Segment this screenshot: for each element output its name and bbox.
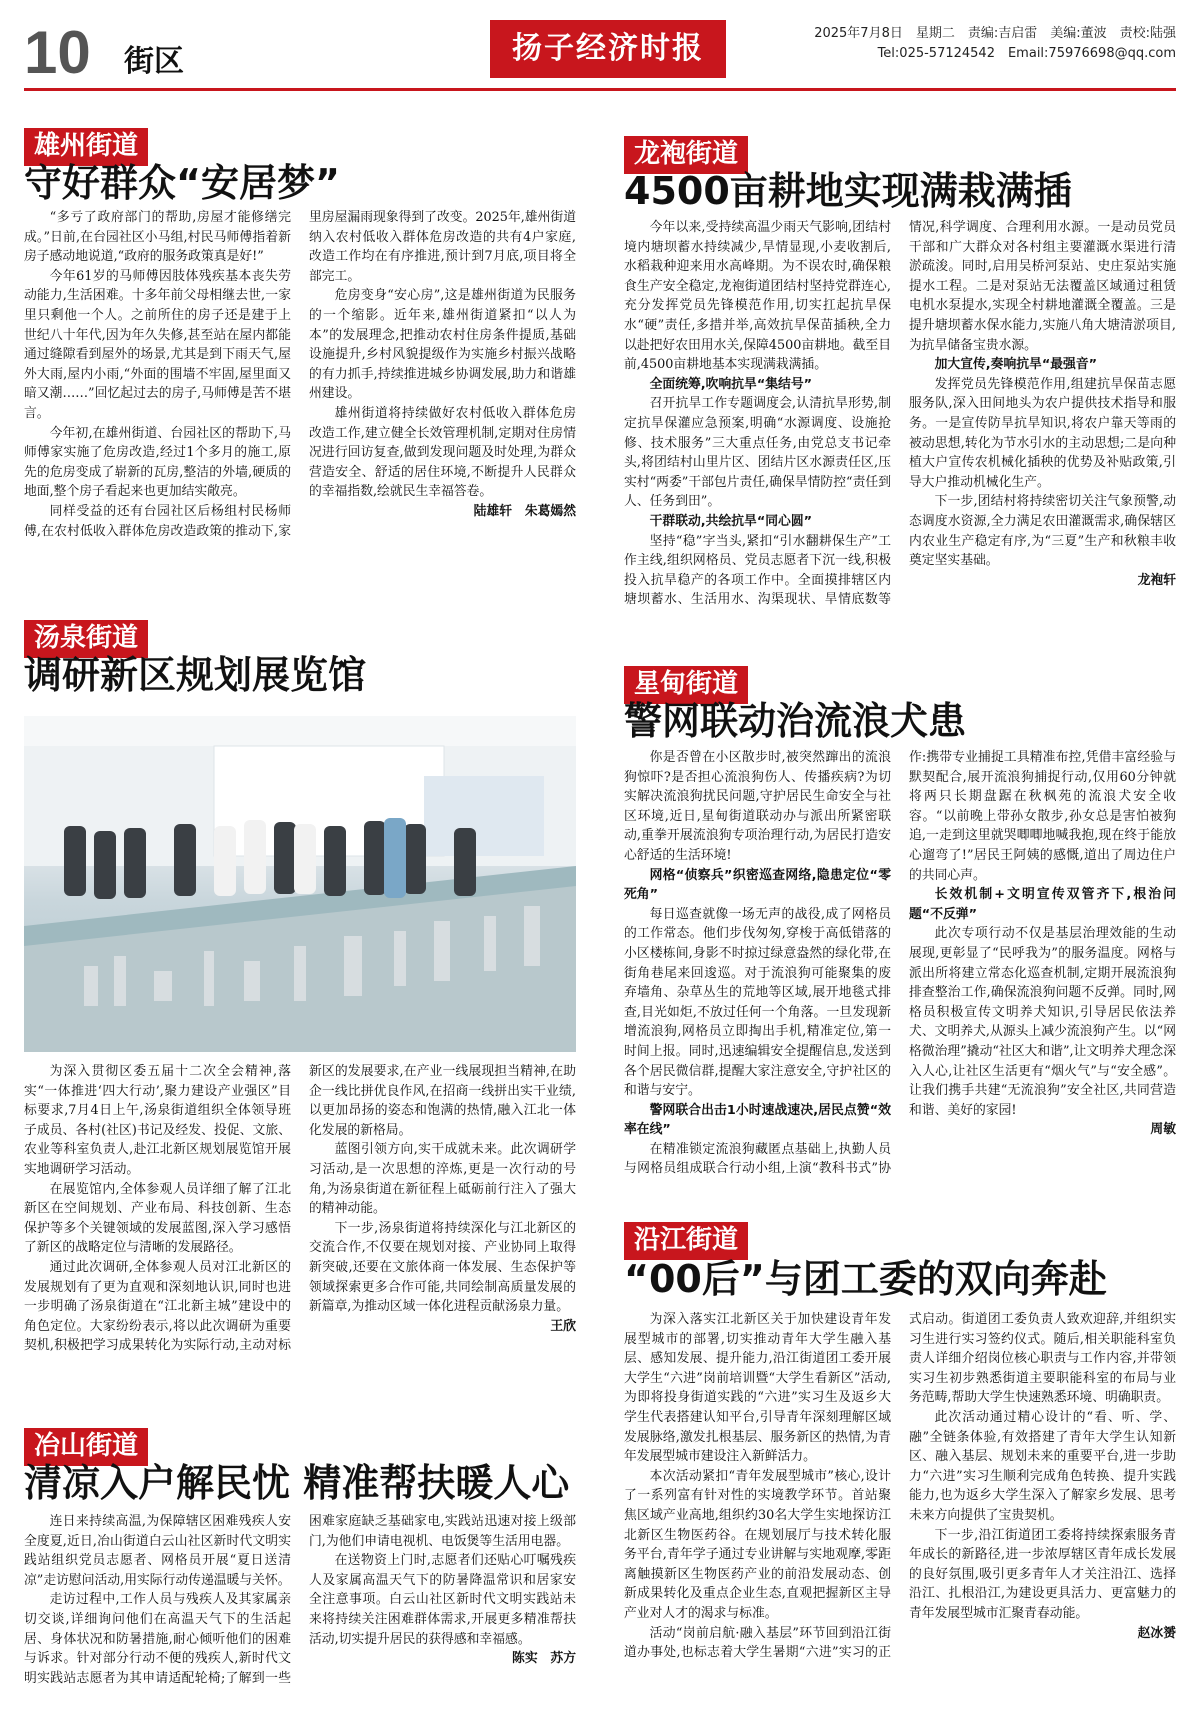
paragraph: 今年初,在雄州街道、台园社区的帮助下,马师傅家实施了危房改造,经过1个多月的施工,原先的危房变成了崭新的瓦房,整洁的外墙,硬质的地面,整个房子看起来也更加结实敞亮。 bbox=[24, 425, 291, 500]
paragraph: 在展览馆内,全体参观人员详细了解了江北新区在空间规划、产业布局、科技创新、生态保护等多个关键领域的发展蓝图,深入学习感悟了新区的战略定位与清晰的发展路径。 bbox=[24, 1181, 291, 1256]
article-body-xiongzhou bbox=[24, 208, 576, 574]
paragraph: 下一步,团结村将持续密切关注气象预警,动态调度水资源,全力满足农田灌溉需求,确保辖区内农业生产稳定有序,为“三夏”生产和秋粮丰收奠定坚实基础。 bbox=[909, 494, 1176, 569]
headline-yanjiang: “00后”与团工委的双向奔赴 bbox=[624, 1257, 1107, 1301]
paragraph: 每日巡查就像一场无声的战役,成了网格员的工作常态。他们步伐匆匆,穿梭于高低错落的小区楼栋间,身影不时掠过绿意盎然的绿化带,在街角巷尾来回逡巡。对于流浪狗可能聚集的废弃墙角、杂草丛生的荒地等区域,展开地毯式排查,目光如炬,不放过任何一个角落。一旦发现新增流浪狗,网格员立即掏出手机,精准定位,第一时间上报。同时,迅速编辑安全提醒信息,发送到各个居民微信群,提醒大家注意安全,守护社区的和谐与安宁。 bbox=[624, 906, 891, 1099]
paragraph: 今年以来,受持续高温少雨天气影响,团结村境内塘坝蓄水持续减少,旱情显现,小麦收割后,水稻栽种迎来用水高峰期。为不误农时,确保粮食生产安全稳定,龙袍街道团结村坚持党群连心,充分发挥党员先锋模范作用,切实扛起抗旱保水“硬”责任,多措并举,高效抗旱保苗插秧,全力以赴把好农田用水关,保障4500亩耕地。截至目前,4500亩耕地基本实现满栽满插。 bbox=[624, 220, 891, 373]
paragraph: 蓝图引领方向,实干成就未来。此次调研学习活动,是一次思想的淬炼,更是一次行动的号角,为汤泉街道在新征程上砥砺前行注入了强大的精神动能。 bbox=[309, 1142, 576, 1217]
paragraph: 在送物资上门时,志愿者们还贴心叮嘱残疾人及家属高温天气下的防暑降温常识和居家安全注意事项。白云山社区新时代文明实践站未来将持续关注困难群体需求,开展更多精准帮扶活动,切实提升居民的获得感和幸福感。 bbox=[309, 1553, 576, 1647]
sub-heading: 全面统筹,吹响抗旱“集结号” bbox=[649, 376, 813, 392]
paragraph: 今年61岁的马师傅因肢体残疾基本丧失劳动能力,生活困难。十多年前父母相继去世,一家里只剩他一个人。之前所住的房子还是建于上世纪八十年代,因为年久失修,甚至站在屋内都能通过缝隙看到屋外的场景,尤其是到下雨天气,屋外大雨,屋内小雨,“外面的围墙不牢固,屋里面又暗又潮……”回忆起过去的房子,马师傅是苦不堪言。 bbox=[24, 268, 291, 421]
paragraph: 活动“岗前启航·融入基层”环节回到沿江街道办事处,也标志着大学生暑期“六进”实习的正式启动。街道团工委负责人致欢迎辞,并组织实习生进行实习签约仪式。随后,相关职能科室负责人详细介绍岗位核心职责与工作内容,并带领实习生初步熟悉街道主要职能科室的布局与业务范畴,帮助大学生快速熟悉环境、明确职责。 bbox=[624, 1312, 1176, 1661]
paragraph: 坚持“稳”字当头,紧扣“引水翻耕保生产”工作主线,组织网格员、党员志愿者下沉一线,积极投入抗旱稳产的各项工作中。全面摸排辖区内塘坝蓄水、生活用水、沟渠现状、旱情底数等情况,科学调度、合理利用水源。一是动员党员干部和广大群众对各村组主要灌溉水渠进行清淤疏浚。同时,启用吴桥河泵站、史庄泵站实施提水工程。二是对泵站无法覆盖区域通过租赁电机水泵提水,实现全村耕地灌溉全覆盖。三是提升塘坝蓄水保水能力,实施八角大塘清淤项目,为抗旱储备宝贵水源。 bbox=[624, 220, 1176, 608]
article-body-tangquan bbox=[24, 1062, 576, 1398]
paragraph: 你是否曾在小区散步时,被突然蹿出的流浪狗惊吓?是否担心流浪狗伤人、传播疾病?为切实解决流浪狗扰民问题,守护居民生命安全与社区环境,近日,星甸街道联动办与派出所紧密联动,重拳开展流浪狗专项治理行动,为居民打造安心舒适的生活环境! bbox=[624, 750, 891, 863]
paragraph: 连日来持续高温,为保障辖区困难残疾人安全度夏,近日,冶山街道白云山社区新时代文明实践站组织党员志愿者、网格员开展“夏日送清凉”走访慰问活动,用实际行动传递温暖与关怀。 bbox=[24, 1514, 291, 1588]
headline-tangquan: 调研新区规划展览馆 bbox=[24, 653, 367, 697]
article-tag-xiongzhou: 雄州街道 bbox=[24, 128, 148, 166]
article-body-yanjiang bbox=[624, 1310, 1176, 1716]
article-body-xingdian bbox=[624, 748, 1176, 1200]
byline: 陈实 苏方 bbox=[512, 1651, 576, 1667]
paragraph: 下一步,沿江街道团工委将持续探索服务青年成长的新路径,进一步浓厚辖区青年成长发展的良好氛围,吸引更多青年人才关注沿江、选择沿江、扎根沿江,为建设更具活力、更富魅力的青年发展型城市汇聚青春动能。 bbox=[909, 1527, 1176, 1621]
byline: 王欣 bbox=[550, 1318, 576, 1334]
headline-xiongzhou: 守好群众“安居梦” bbox=[24, 161, 340, 205]
article-photo-tangquan bbox=[24, 716, 576, 1052]
sub-heading: 网格“侦察兵”织密巡查网络,隐患定位“零死角” bbox=[624, 867, 891, 903]
masthead-meta bbox=[814, 24, 1176, 64]
page-header bbox=[24, 20, 1176, 91]
article-body-longpao bbox=[624, 218, 1176, 644]
paragraph: 同样受益的还有台园社区后杨组村民杨师傅,在农村低收入群体危房改造政策的推动下,家里房屋漏雨现象得到了改变。2025年,雄州街道纳入农村低收入群体危房改造的共有4户家庭,改造工作均在有序推进,预计到7月底,项目将全部完工。 bbox=[24, 210, 576, 539]
byline: 周敏 bbox=[1150, 1122, 1176, 1138]
paragraph: 此次专项行动不仅是基层治理效能的生动展现,更彰显了“民呼我为”的服务温度。网格与派出所将建立常态化巡查机制,定期开展流浪狗排查整治工作,确保流浪狗问题不反弹。同时,网格员积极宣传文明养犬知识,引导居民依法养犬、文明养犬,从源头上减少流浪狗产生。以“网格微治理”撬动“社区大和谐”,让文明养犬理念深入人心,让社区生活更有“烟火气”与“安全感”。让我们携手共建“无流浪狗”安全社区,共同营造和谐、美好的家园! bbox=[909, 926, 1176, 1118]
photo-planning-hall bbox=[24, 716, 576, 1052]
byline: 陆雄轩 朱葛嫣然 bbox=[473, 503, 576, 519]
sub-heading: 长效机制+文明宣传双管齐下,根治问题“不反弹” bbox=[909, 887, 1176, 922]
paragraph: 发挥党员先锋模范作用,组建抗旱保苗志愿服务队,深入田间地头为农户提供技术指导和服务。一是宣传防旱抗旱知识,将农户靠天等雨的被动思想,转化为节水引水的主动思想;二是向种植大户宣传农机械化插秧的优势及补贴政策,引导大户推动机械化生产。 bbox=[909, 376, 1176, 490]
meta-contact: Tel:025-57124542 Email:75976698@qq.com bbox=[877, 46, 1176, 61]
paragraph: 通过此次调研,全体参观人员对江北新区的发展规划有了更为直观和深刻地认识,同时也进一步明确了汤泉街道在“江北新主城”建设中的角色定位。大家纷纷表示,将以此次调研为重要契机,积极把学习成果转化为实际行动,主动对标新区的发展要求,在产业一线展现担当精神,在助企一线比拼优良作风,在招商一线拼出实干业绩,以更加昂扬的姿态和饱满的热情,融入江北一体化发展的新格局。 bbox=[24, 1064, 576, 1354]
paragraph: “多亏了政府部门的帮助,房屋才能修缮完成。”日前,在台园社区小马组,村民马师傅指着新房子感动地说道,“政府的服务政策真是好!” bbox=[24, 210, 291, 265]
headline-longpao: 4500亩耕地实现满栽满插 bbox=[624, 169, 1072, 213]
page-number: 10 bbox=[24, 19, 91, 86]
paragraph: 为深入贯彻区委五届十二次全会精神,落实“一体推进‘四大行动’,聚力建设产业强区”目标要求,7月4日上午,汤泉街道组织全体领导班子成员、各村(社区)书记及经发、投促、文旅、农业等科室负责人,赴江北新区规划展览馆开展实地调研学习活动。 bbox=[24, 1064, 291, 1177]
headline-yeshan: 清凉入户解民忧 精准帮扶暖人心 bbox=[24, 1461, 570, 1505]
paragraph: 走访过程中,工作人员与残疾人及其家属亲切交谈,详细询问他们在高温天气下的生活起居、身体状况和防暑措施,耐心倾听他们的困难与诉求。针对部分行动不便的残疾人,新时代文明实践站志愿者为其申请适配轮椅;了解到一些困难家庭缺乏基础家电,实践站迅速对接上级部门,为他们申请电视机、电饭煲等生活用电器。 bbox=[24, 1514, 576, 1686]
paragraph: 此次活动通过精心设计的“看、听、学、融”全链条体验,有效搭建了青年大学生认知新区、融入基层、规划未来的重要平台,进一步助力“六进”实习生顺利完成角色转换、提升实践能力,也为返乡大学生深入了解家乡发展、思考未来方向提供了宝贵契机。 bbox=[909, 1409, 1176, 1523]
byline: 龙袍轩 bbox=[1137, 572, 1176, 588]
paragraph: 在精准锁定流浪狗藏匿点基础上,执勤人员与网格员组成联合行动小组,上演“教科书式”协作:携带专业捕捉工具精准布控,凭借丰富经验与默契配合,展开流浪狗捕捉行动,仅用60分钟就将两只长期盘踞在秋枫苑的流浪犬安全收容。“以前晚上带孙女散步,孙女总是害怕被狗追,一走到这里就哭唧唧地喊我抱,现在终于能放心遛弯了!”居民王阿姨的感慨,道出了周边住户的共同心声。 bbox=[624, 750, 1176, 1177]
paragraph: 下一步,汤泉街道将持续深化与江北新区的交流合作,不仅要在规划对接、产业协同上取得新突破,还要在文旅体商一体发展、生态保护等领域探索更多合作可能,共同绘制高质量发展的新篇章,为推动区域一体化进程贡献汤泉力量。 bbox=[309, 1220, 576, 1315]
paragraph: 本次活动紧扣“青年发展型城市”核心,设计了一系列富有针对性的实境教学环节。首站聚焦区域产业高地,组织约30名大学生实地探访江北新区生物医药谷。在规划展厅与技术转化服务平台,青年学子通过专业讲解与实地观摩,零距离触摸新区生物医药产业的前沿发展动态、创新成果转化及重点企业生态,直观把握新区主导产业对人才的渴求与标准。 bbox=[624, 1468, 891, 1621]
masthead-logo: 扬子经济时报 bbox=[490, 20, 726, 78]
sub-heading: 干群联动,共绘抗旱“同心圆” bbox=[649, 513, 813, 529]
section-title: 街区 bbox=[124, 44, 184, 79]
headline-xingdian: 警网联动治流浪犬患 bbox=[624, 699, 967, 743]
sub-heading: 警网联合出击1小时速战速决,居民点赞“效率在线” bbox=[624, 1102, 891, 1138]
paragraph: 危房变身“安心房”,这是雄州街道为民服务的一个缩影。近年来,雄州街道紧扣“以人为本”的发展理念,把推动农村住房条件提质,基础设施提升,乡村风貌提级作为实施乡村振兴战略的有力抓手,持续推进城乡协调发展,助力和谐雄州建设。 bbox=[309, 288, 576, 402]
paragraph: 召开抗旱工作专题调度会,认清抗旱形势,制定抗旱保灌应急预案,明确“水源调度、设施抢修、技术服务”三大重点任务,由党总支书记牵头,将团结村山里片区、团结片区水源责任区,压实村“两委”干部包片责任,确保旱情防控“责任到人、任务到田”。 bbox=[624, 396, 891, 510]
article-tag-xingdian: 星甸街道 bbox=[624, 666, 748, 704]
meta-date-editors: 2025年7月8日 星期二 责编:吉启雷 美编:董波 责校:陆强 bbox=[814, 26, 1176, 41]
article-body-yeshan bbox=[24, 1512, 576, 1716]
article-tag-yeshan: 冶山街道 bbox=[24, 1428, 148, 1466]
paragraph: 雄州街道将持续做好农村低收入群体危房改造工作,建立健全长效管理机制,定期对住房情况进行回访复查,做到发现问题及时处理,为群众营造安全、舒适的居住环境,不断提升人民群众的幸福指数,绘就民生幸福答卷。 bbox=[309, 405, 576, 500]
article-tag-longpao: 龙袍街道 bbox=[624, 136, 748, 174]
sub-heading: 加大宣传,奏响抗旱“最强音” bbox=[934, 357, 1098, 373]
byline: 赵冰赟 bbox=[1137, 1625, 1176, 1641]
article-tag-yanjiang: 沿江街道 bbox=[624, 1222, 748, 1260]
article-tag-tangquan: 汤泉街道 bbox=[24, 620, 148, 658]
paragraph: 为深入落实江北新区关于加快建设青年发展型城市的部署,切实推动青年大学生融入基层、感知发展、提升能力,沿江街道团工委开展大学生“六进”岗前培训暨“大学生看新区”活动,为即将投身街道实践的“六进”实习生及返乡大学生代表搭建认知平台,引导青年深刻理解区域发展脉络,激发扎根基层、服务新区的热情,为青年发展型城市建设注入新鲜活力。 bbox=[624, 1312, 891, 1465]
